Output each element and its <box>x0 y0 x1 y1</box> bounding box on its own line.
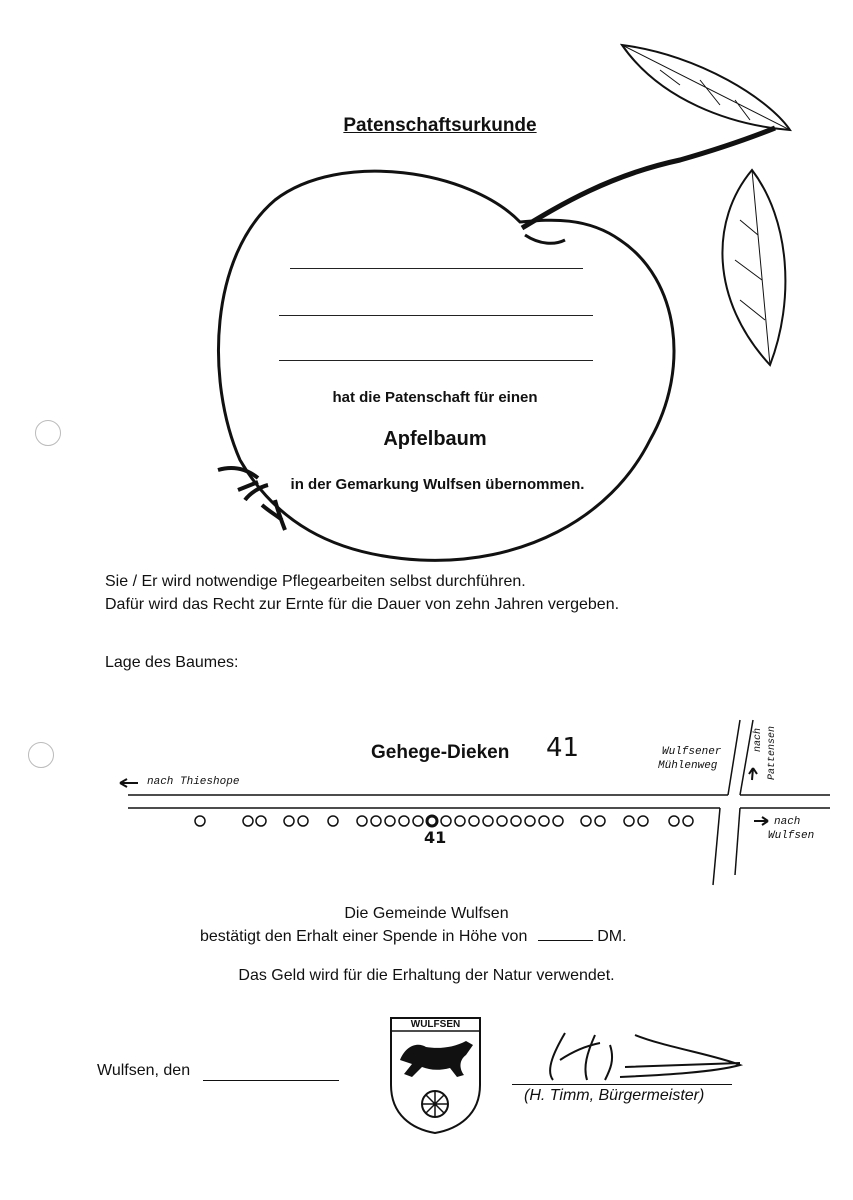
name-line-3[interactable] <box>279 360 593 361</box>
place-date-label: Wulfsen, den <box>97 1062 191 1079</box>
apple-illustration <box>0 0 853 580</box>
currency-label: DM. <box>597 928 627 945</box>
donation-amount-field[interactable] <box>538 940 593 941</box>
location-map <box>0 690 853 900</box>
leaf-bottom <box>722 170 785 365</box>
municipality-line: Die Gemeinde Wulfsen <box>344 905 509 922</box>
label-to-thieshope: nach Thieshope <box>147 776 240 788</box>
label-to-pattensen-2: Pattensen <box>767 725 778 780</box>
coat-of-arms <box>388 1015 483 1135</box>
tree-location-label: Lage des Baumes: <box>105 654 239 671</box>
tree-row <box>195 816 693 826</box>
usage-statement: Das Geld wird für die Erhaltung der Natur verwendet. <box>238 967 615 984</box>
apple-stem <box>522 128 775 228</box>
donation-text: bestätigt den Erhalt einer Spende in Höhe von <box>200 928 528 945</box>
mayor-signature <box>515 1025 755 1090</box>
name-line-1[interactable] <box>290 268 583 269</box>
donation-line <box>200 928 627 946</box>
label-to-wulfsen-1: nach <box>774 816 801 828</box>
tree-marker-label: 41 <box>424 828 447 847</box>
road-name-line1: Wulfsener <box>662 746 722 758</box>
tree-number: 41 <box>546 733 580 763</box>
arrow-left-icon <box>120 779 138 787</box>
signature-caption: (H. Timm, Bürgermeister) <box>524 1087 705 1104</box>
signature-line <box>512 1084 732 1085</box>
name-line-2[interactable] <box>279 315 593 316</box>
apple-outline <box>218 171 674 560</box>
harvest-statement: Dafür wird das Recht zur Ernte für die Dauer von zehn Jahren vergeben. <box>105 596 620 613</box>
arrow-up-icon <box>749 768 757 780</box>
label-to-pattensen-1: nach <box>753 727 764 752</box>
marked-tree <box>427 816 437 826</box>
coat-of-arms-label: WULFSEN <box>410 1019 461 1030</box>
street-name: Gehege-Dieken <box>371 742 510 763</box>
road-name-line2: Mühlenweg <box>658 760 718 772</box>
page-title: Patenschaftsurkunde <box>343 115 537 136</box>
date-field[interactable] <box>203 1080 339 1081</box>
arrow-right-icon <box>754 817 768 825</box>
label-to-wulfsen-2: Wulfsen <box>768 830 815 842</box>
patronage-text: hat die Patenschaft für einen <box>332 389 538 406</box>
location-text: in der Gemarkung Wulfsen übernommen. <box>290 476 585 493</box>
tree-type: Apfelbaum <box>383 428 487 450</box>
care-statement: Sie / Er wird notwendige Pflegearbeiten selbst durchführen. <box>105 573 526 590</box>
